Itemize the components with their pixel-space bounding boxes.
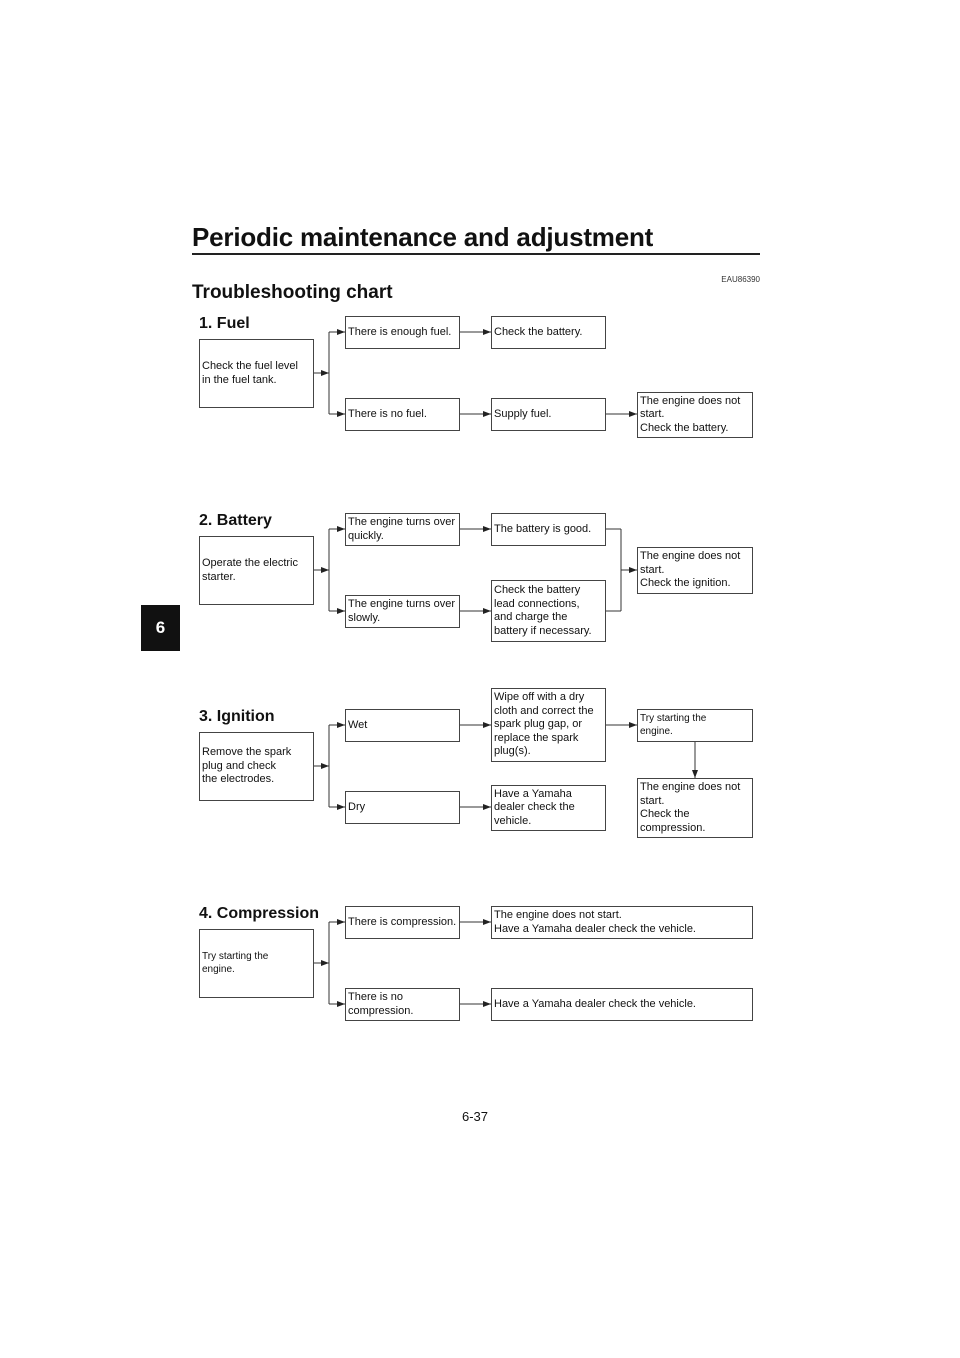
battery-quick-box: The engine turns over quickly. — [345, 513, 460, 546]
fuel-check-battery-box: Check the battery. — [491, 316, 606, 349]
fuel-result-box: The engine does not start. Check the battery. — [637, 392, 753, 438]
compression-start-box: Try starting the engine. — [199, 929, 314, 998]
battery-good-box: The battery is good. — [491, 513, 606, 546]
battery-slow-box: The engine turns over slowly. — [345, 595, 460, 628]
fuel-heading: 1. Fuel — [199, 315, 250, 332]
ignition-wipe-box: Wipe off with a dry cloth and correct the spark plug gap, or replace the spark plug(s). — [491, 688, 606, 762]
battery-heading: 2. Battery — [199, 512, 272, 529]
document-code: EAU86390 — [721, 275, 760, 284]
compression-heading: 4. Compression — [199, 905, 320, 922]
ignition-heading: 3. Ignition — [199, 708, 275, 725]
ignition-dry-box: Dry — [345, 791, 460, 824]
page-number: 6-37 — [461, 1109, 489, 1124]
battery-start-box: Operate the electric starter. — [199, 536, 314, 605]
fuel-start-box: Check the fuel level in the fuel tank. — [199, 339, 314, 408]
section-title: Troubleshooting chart — [192, 282, 393, 303]
compression-yes-box: There is compression. — [345, 906, 460, 939]
battery-charge-box: Check the battery lead connections, and charge the battery if necessary. — [491, 580, 606, 642]
ignition-wet-box: Wet — [345, 709, 460, 742]
fuel-enough-box: There is enough fuel. — [345, 316, 460, 349]
ignition-dealer-box: Have a Yamaha dealer check the vehicle. — [491, 785, 606, 831]
chapter-tab: 6 — [141, 605, 180, 651]
page-title: Periodic maintenance and adjustment — [192, 222, 654, 252]
fuel-supply-box: Supply fuel. — [491, 398, 606, 431]
compression-dealer-box: Have a Yamaha dealer check the vehicle. — [491, 988, 753, 1021]
ignition-try-start-box: Try starting the engine. — [637, 709, 753, 742]
battery-result-box: The engine does not start. Check the ignition. — [637, 547, 753, 594]
compression-result-box: The engine does not start. Have a Yamaha dealer check the vehicle. — [491, 906, 753, 939]
ignition-start-box: Remove the spark plug and check the electrodes. — [199, 732, 314, 801]
fuel-none-box: There is no fuel. — [345, 398, 460, 431]
ignition-result-box: The engine does not start. Check the compression. — [637, 778, 753, 838]
compression-no-box: There is no compression. — [345, 988, 460, 1021]
